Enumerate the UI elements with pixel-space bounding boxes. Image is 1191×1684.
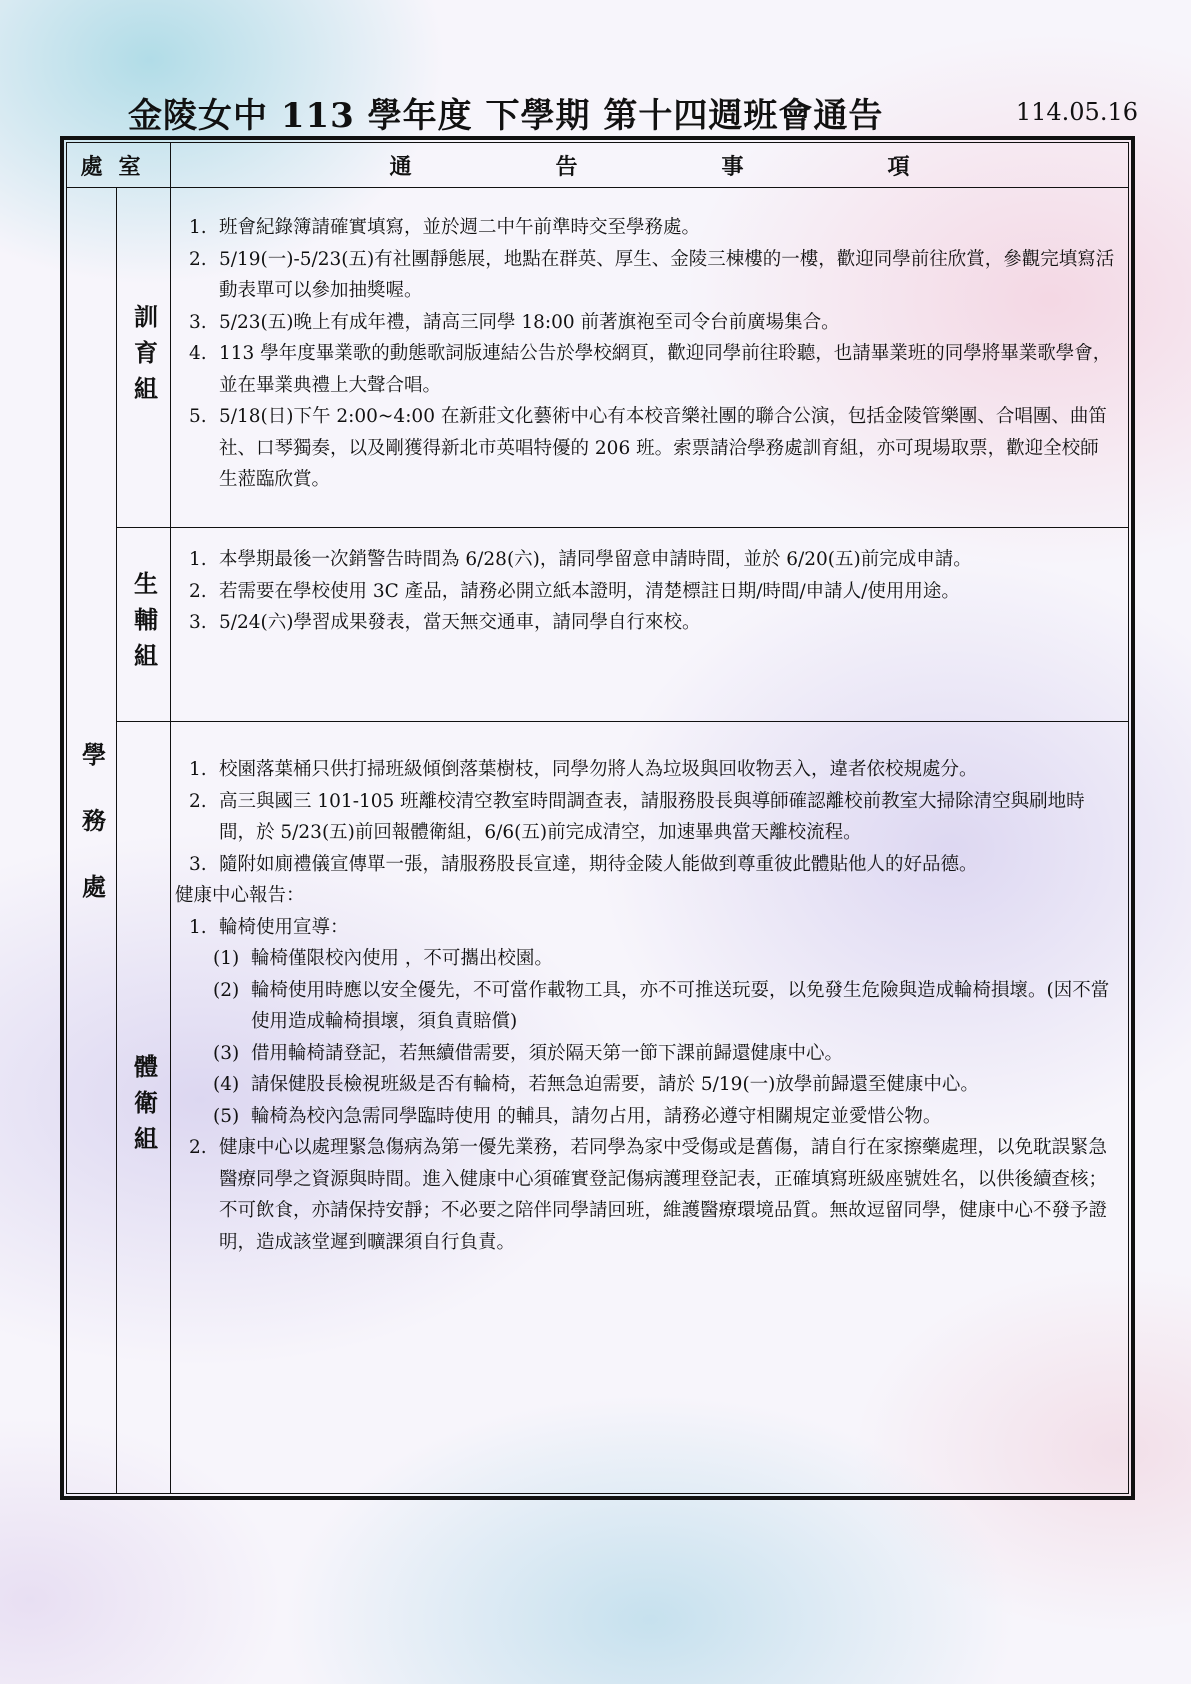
sub-list-item: (1) 輪椅僅限校內使用 ，不可攜出校園。 — [213, 948, 553, 969]
sub-list-item: (2) 輪椅使用時應以安全優先，不可當作載物工具，亦不可推送玩耍，以免發生危險與造成輪椅損壞。(因不當使用造成輪椅損壞，須負責賠償) — [213, 979, 1110, 1032]
notice-table — [66, 142, 1129, 1494]
list-item: 3. 5/24(六)學習成果發表，當天無交通車，請同學自行來校。 — [189, 612, 701, 633]
column-header-notice-char: 項 — [887, 153, 910, 180]
list-item: 2. 健康中心以處理緊急傷病為第一優先業務，若同學為家中受傷或是舊傷，請自行在家擦藥處理，以免耽誤緊急醫療同學之資源與時間。進入健康中心須確實登記傷病護理登記表，正確填寫班級座號姓名，以供後續查核；不可飲食，亦請保持安靜；不必要之陪伴同學請回班，維護醫療環境品質。無故逗留同學，健康中心不發予證明，造成該堂遲到曠課須自行負責。 — [189, 1137, 1108, 1253]
list-item: 1. 輪椅使用宣導： — [189, 916, 349, 938]
page-title: 金陵女中 113 學年度 下學期 第十四週班會通告 — [128, 96, 884, 136]
group-cell-training — [117, 188, 171, 528]
column-header-notice-char: 事 — [721, 153, 744, 180]
list-item: 3. 隨附如廁禮儀宣傳單一張，請服務股長宣達，期待金陵人能做到尊重彼此體貼他人的好品德。 — [189, 853, 978, 875]
sub-list-item: (4) 請保健股長檢視班級是否有輪椅，若無急迫需要，請於 5/19(一)放學前歸還至健康中心。 — [213, 1074, 979, 1095]
column-header-office-label: 處室 — [80, 153, 157, 180]
column-header-notice-char: 通 — [389, 153, 412, 180]
sub-list-item: (3) 借用輪椅請登記，若無續借需要，須於隔天第一節下課前歸還健康中心。 — [213, 1042, 844, 1064]
list-item: 4. 113 學年度畢業歌的動態歌詞版連結公告於學校網頁，歡迎同學前往聆聽，也請畢業班的同學將畢業歌學會，並在畢業典禮上大聲合唱。 — [189, 343, 1112, 396]
list-item: 2. 5/19(一)-5/23(五)有社團靜態展，地點在群英、厚生、金陵三棟樓的一樓，歡迎同學前往欣賞，參觀完填寫活動表單可以參加抽獎喔。 — [189, 248, 1115, 301]
section-content-training — [171, 188, 1129, 528]
group-label-health: 體衛組 — [129, 1053, 159, 1162]
list-item: 3. 5/23(五)晚上有成年禮，請高三同學 18:00 前著旗袍至司令台前廣場集合。 — [189, 311, 840, 333]
health-center-heading: 健康中心報告： — [175, 885, 305, 906]
group-cell-discipline — [117, 528, 171, 722]
list-item: 2. 高三與國三 101-105 班離校清空教室時間調查表，請服務股長與導師確認離校前教室大掃除清空與刷地時間，於 5/23(五)前回報體衛組，6/6(五)前完成清空，加速畢典當天離校流程。 — [189, 790, 1085, 843]
column-header-notice — [171, 143, 1129, 188]
office-cell — [67, 188, 117, 1494]
column-header-notice-char: 告 — [555, 153, 578, 180]
header — [128, 88, 1138, 138]
group-label-discipline: 生輔組 — [129, 570, 159, 679]
office-label: 學務處 — [77, 741, 107, 940]
list-item: 1. 班會紀錄簿請確實填寫，並於週二中午前準時交至學務處。 — [189, 217, 701, 238]
notice-table-frame — [60, 136, 1135, 1500]
sub-list-item: (5) 輪椅為校內急需同學臨時使用 的輔具，請勿占用，請務必遵守相關規定並愛惜公物。 — [213, 1105, 942, 1127]
section-content-health — [171, 722, 1129, 1494]
section-content-discipline — [171, 528, 1129, 722]
list-item: 1. 本學期最後一次銷警告時間為 6/28(六)，請同學留意申請時間，並於 6/20(五)前完成申請。 — [189, 549, 972, 570]
group-cell-health — [117, 722, 171, 1494]
column-header-office — [67, 143, 171, 188]
notice-date: 114.05.16 — [1015, 98, 1138, 126]
list-item: 5. 5/18(日)下午 2:00~4:00 在新莊文化藝術中心有本校音樂社團的聯合公演，包括金陵管樂團、合唱團、曲笛社、口琴獨奏，以及剛獲得新北市英唱特優的 206 班。索票請洽學務處訓育組，亦可現場取票，歡迎全校師生蒞臨欣賞。 — [189, 406, 1107, 490]
group-label-training: 訓育組 — [129, 303, 159, 412]
list-item: 2. 若需要在學校使用 3C 產品，請務必開立紙本證明，清楚標註日期/時間/申請人/使用用途。 — [189, 580, 960, 602]
list-item: 1. 校園落葉桶只供打掃班級傾倒落葉樹枝，同學勿將人為垃圾與回收物丟入，違者依校規處分。 — [189, 759, 978, 780]
